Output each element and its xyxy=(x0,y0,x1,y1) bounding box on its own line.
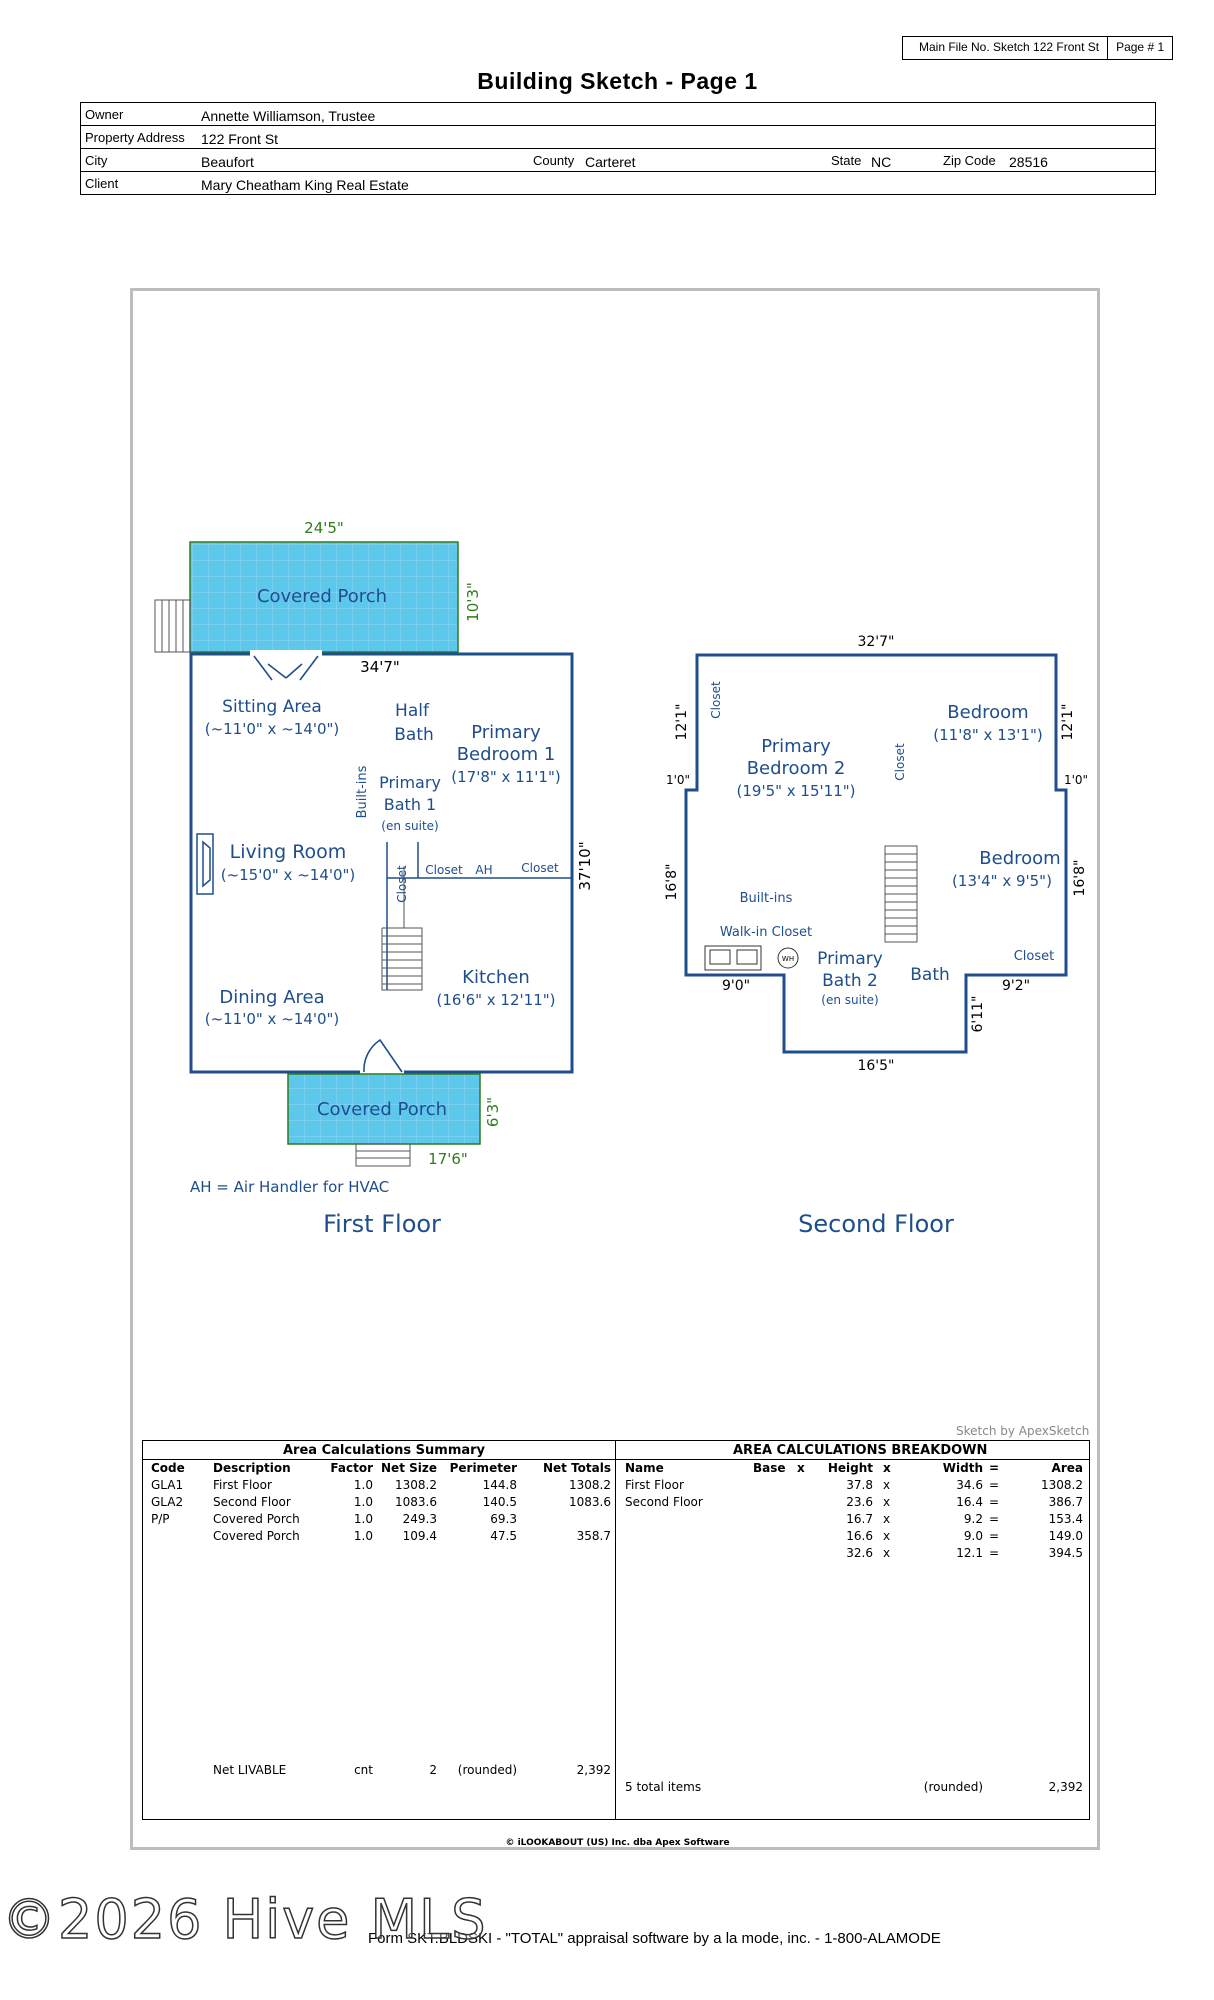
dining-area-dim: (~11'0" x ~14'0") xyxy=(204,1010,340,1028)
breakdown-cell: 16.6 xyxy=(846,1529,873,1543)
second-left-notch: 1'0" xyxy=(665,773,691,787)
state-value: NC xyxy=(871,154,892,170)
breakdown-cell: = xyxy=(989,1495,1000,1509)
breakdown-col-width: Width xyxy=(942,1461,983,1475)
breakdown-cell: 9.2 xyxy=(963,1512,983,1526)
breakdown-cell: x xyxy=(883,1529,891,1543)
breakdown-col-height: Height xyxy=(827,1461,873,1475)
bottom-porch-depth: 6'3" xyxy=(484,1096,502,1128)
primary-bath-2-label-1: Primary xyxy=(817,949,883,969)
summary-cell: 1308.2 xyxy=(569,1478,611,1492)
second-width-top: 32'7" xyxy=(857,634,895,650)
breakdown-cell: x xyxy=(883,1512,891,1526)
first-floor-depth: 37'10" xyxy=(576,841,594,891)
half-bath-label-2: Bath xyxy=(394,725,434,745)
main-file-number: Main File No. Sketch 122 Front St xyxy=(919,40,1100,54)
breakdown-col-x1: x xyxy=(797,1461,805,1475)
summary-cell: GLA2 xyxy=(151,1495,184,1509)
primary-bedroom-2-dim: (19'5" x 15'11") xyxy=(736,782,856,800)
summary-cell: 1.0 xyxy=(353,1495,373,1509)
fireplace-icon xyxy=(197,834,213,894)
client-label: Client xyxy=(85,176,119,191)
breakdown-cell: 386.7 xyxy=(1048,1495,1083,1509)
net-livable-label: Net LIVABLE xyxy=(213,1763,287,1777)
front-door-icon xyxy=(364,1040,402,1072)
address-label: Property Address xyxy=(85,130,185,145)
breakdown-total-rounded: (rounded) xyxy=(923,1780,983,1794)
breakdown-cell: x xyxy=(883,1478,891,1492)
summary-cell: 1.0 xyxy=(353,1478,373,1492)
summary-cell: 140.5 xyxy=(482,1495,517,1509)
living-room-dim: (~15'0" x ~14'0") xyxy=(220,866,356,884)
second-bump-depth: 6'11" xyxy=(970,995,986,1033)
air-handler-label: AH xyxy=(475,863,493,877)
second-floor-room-labels xyxy=(709,681,1061,1007)
summary-cell: 358.7 xyxy=(576,1529,611,1543)
tables-divider xyxy=(615,1441,616,1819)
sitting-area-label: Sitting Area xyxy=(222,697,322,717)
second-left-bottom: 9'0" xyxy=(721,978,751,994)
second-right-bottom: 9'2" xyxy=(1001,978,1031,994)
breakdown-cell: x xyxy=(883,1495,891,1509)
primary-bath-1-label-1: Primary xyxy=(379,773,441,792)
breakdown-cell: 9.0 xyxy=(963,1529,983,1543)
net-livable-count: 2 xyxy=(429,1763,437,1777)
porch-steps-bottom xyxy=(356,1144,410,1166)
summary-cell: 1083.6 xyxy=(569,1495,611,1509)
breakdown-col-eq: = xyxy=(989,1461,1000,1475)
breakdown-cell: = xyxy=(989,1529,1000,1543)
summary-cell: 47.5 xyxy=(490,1529,517,1543)
primary-bath-2-note: (en suite) xyxy=(821,993,879,1007)
second-floor-plan xyxy=(664,634,1088,1238)
summary-cell: 1308.2 xyxy=(395,1478,437,1492)
breakdown-cell: First Floor xyxy=(625,1478,684,1492)
kitchen-dim: (16'6" x 12'11") xyxy=(436,991,556,1009)
bedroom-b-label: Bedroom xyxy=(979,848,1061,869)
door-gap-top xyxy=(250,650,322,658)
state-label: State xyxy=(831,153,862,168)
breakdown-cell: 153.4 xyxy=(1048,1512,1083,1526)
city-label: City xyxy=(85,153,108,168)
closet-a-label: Closet xyxy=(425,863,463,877)
owner-label: Owner xyxy=(85,107,124,122)
breakdown-cell: 12.1 xyxy=(956,1546,983,1560)
dining-area-label: Dining Area xyxy=(219,987,325,1008)
half-bath-label-1: Half xyxy=(395,701,429,721)
net-livable-cnt: cnt xyxy=(354,1763,373,1777)
county-value: Carteret xyxy=(585,154,636,170)
breakdown-col-name: Name xyxy=(625,1461,664,1475)
breakdown-cell: x xyxy=(883,1546,891,1560)
closet-vertical-label: Closet xyxy=(395,865,409,903)
summary-col-perimeter: Perimeter xyxy=(449,1461,517,1475)
summary-title-rule xyxy=(143,1459,615,1460)
form-footer: Form SKT.BLDSKI - "TOTAL" appraisal software by a la mode, inc. - 1-800-ALAMODE xyxy=(368,1930,941,1947)
primary-bedroom-2-label-2: Bedroom 2 xyxy=(746,758,846,779)
ah-legend: AH = Air Handler for HVAC xyxy=(190,1178,390,1196)
second-floor-title: Second Floor xyxy=(798,1210,954,1238)
breakdown-cell: 34.6 xyxy=(956,1478,983,1492)
breakdown-col-area: Area xyxy=(1051,1461,1083,1475)
owner-value: Annette Williamson, Trustee xyxy=(201,108,376,124)
breakdown-cell: 149.0 xyxy=(1048,1529,1083,1543)
closet-middle-label: Closet xyxy=(893,743,907,781)
breakdown-title: AREA CALCULATIONS BREAKDOWN xyxy=(733,1443,988,1458)
client-value: Mary Cheatham King Real Estate xyxy=(201,177,409,193)
bedroom-a-label: Bedroom xyxy=(947,702,1029,723)
top-porch-label: Covered Porch xyxy=(256,586,388,607)
top-porch-width: 24'5" xyxy=(304,519,344,537)
city-value: Beaufort xyxy=(201,154,254,170)
summary-cell: P/P xyxy=(151,1512,170,1526)
primary-bedroom-1-label-2: Bedroom 1 xyxy=(456,744,556,765)
summary-cell: 1083.6 xyxy=(395,1495,437,1509)
summary-col-factor: Factor xyxy=(330,1461,373,1475)
zip-value: 28516 xyxy=(1009,154,1048,170)
first-floor-plan xyxy=(155,519,594,1238)
second-right-notch: 1'0" xyxy=(1063,773,1089,787)
double-door-icon xyxy=(254,656,318,680)
bottom-porch-label: Covered Porch xyxy=(316,1099,448,1120)
sitting-area-dim: (~11'0" x ~14'0") xyxy=(204,720,340,738)
water-heater-label: WH xyxy=(781,955,795,963)
address-value: 122 Front St xyxy=(201,131,279,147)
summary-col-description: Description xyxy=(213,1461,291,1475)
bedroom-a-dim: (11'8" x 13'1") xyxy=(933,726,1043,744)
summary-title: Area Calculations Summary xyxy=(283,1443,486,1458)
breakdown-cell: 394.5 xyxy=(1048,1546,1083,1560)
mls-watermark: ©2026 Hive MLS xyxy=(2,1888,488,1951)
closet-bottom-right-label: Closet xyxy=(1013,949,1055,964)
primary-bedroom-1-label-1: Primary xyxy=(471,722,541,743)
summary-cell: Covered Porch xyxy=(213,1512,300,1526)
primary-bath-1-label-2: Bath 1 xyxy=(383,795,437,814)
breakdown-cell: 16.4 xyxy=(956,1495,983,1509)
summary-cell: First Floor xyxy=(213,1478,272,1492)
builtins-label-second: Built-ins xyxy=(739,891,793,906)
bath-label: Bath xyxy=(910,965,950,985)
second-left-mid: 16'8" xyxy=(664,863,680,901)
page-number: Page # 1 xyxy=(1107,37,1172,59)
primary-bath-2-label-2: Bath 2 xyxy=(822,971,878,991)
summary-cell: 1.0 xyxy=(353,1512,373,1526)
breakdown-total: 2,392 xyxy=(1048,1780,1083,1794)
breakdown-cell: = xyxy=(989,1478,1000,1492)
breakdown-cell: = xyxy=(989,1546,1000,1560)
area-calculations xyxy=(142,1440,1090,1820)
primary-bedroom-1-dim: (17'8" x 11'1") xyxy=(451,768,561,786)
breakdown-total-label: 5 total items xyxy=(625,1780,702,1794)
second-left-top: 12'1" xyxy=(674,703,690,741)
living-room-label: Living Room xyxy=(229,841,347,863)
breakdown-cell: Second Floor xyxy=(625,1495,703,1509)
net-livable-rounded: (rounded) xyxy=(457,1763,517,1777)
bedroom-b-dim: (13'4" x 9'5") xyxy=(952,872,1052,890)
builtins-label-first: Built-ins xyxy=(355,765,370,819)
first-floor-title: First Floor xyxy=(323,1210,441,1238)
zip-label: Zip Code xyxy=(943,153,996,168)
second-right-top: 12'1" xyxy=(1060,703,1076,741)
closet-b-label: Closet xyxy=(521,861,559,875)
breakdown-col-x2: x xyxy=(883,1461,891,1475)
apex-copyright: © iLOOKABOUT (US) Inc. dba Apex Software xyxy=(505,1838,730,1848)
summary-cell: 144.8 xyxy=(482,1478,517,1492)
page-title: Building Sketch - Page 1 xyxy=(477,68,758,94)
primary-bedroom-2-label-1: Primary xyxy=(761,736,831,757)
breakdown-title-rule xyxy=(616,1459,1090,1460)
first-floor-width: 34'7" xyxy=(360,658,400,676)
first-floor-room-labels xyxy=(205,697,561,1028)
second-width-bottom: 16'5" xyxy=(857,1058,895,1074)
summary-col-netsize: Net Size xyxy=(381,1461,437,1475)
summary-cell: Covered Porch xyxy=(213,1529,300,1543)
closet-top-left-label: Closet xyxy=(709,681,723,719)
summary-cell: 249.3 xyxy=(402,1512,437,1526)
breakdown-cell: 1308.2 xyxy=(1041,1478,1083,1492)
second-floor-stairs xyxy=(885,846,917,942)
top-porch-depth: 10'3" xyxy=(464,582,482,622)
breakdown-cell: = xyxy=(989,1512,1000,1526)
summary-cell: GLA1 xyxy=(151,1478,184,1492)
summary-cell: 109.4 xyxy=(402,1529,437,1543)
breakdown-cell: 23.6 xyxy=(846,1495,873,1509)
walkin-closet-label: Walk-in Closet xyxy=(719,925,813,940)
summary-cell: Second Floor xyxy=(213,1495,291,1509)
breakdown-cell: 37.8 xyxy=(846,1478,873,1492)
summary-col-code: Code xyxy=(151,1461,185,1475)
summary-cell: 1.0 xyxy=(353,1529,373,1543)
net-livable-total: 2,392 xyxy=(576,1763,611,1777)
county-label: County xyxy=(533,153,575,168)
summary-cell: 69.3 xyxy=(490,1512,517,1526)
summary-col-nettotals: Net Totals xyxy=(542,1461,611,1475)
sketch-credit: Sketch by ApexSketch xyxy=(956,1424,1090,1438)
kitchen-label: Kitchen xyxy=(462,967,530,988)
bottom-porch-width: 17'6" xyxy=(428,1150,468,1168)
porch-steps-left xyxy=(155,600,190,652)
breakdown-cell: 32.6 xyxy=(846,1546,873,1560)
primary-bath-1-note: (en suite) xyxy=(381,819,439,833)
breakdown-cell: 16.7 xyxy=(846,1512,873,1526)
breakdown-col-base: Base xyxy=(753,1461,786,1475)
second-right-mid: 16'8" xyxy=(1072,859,1088,897)
